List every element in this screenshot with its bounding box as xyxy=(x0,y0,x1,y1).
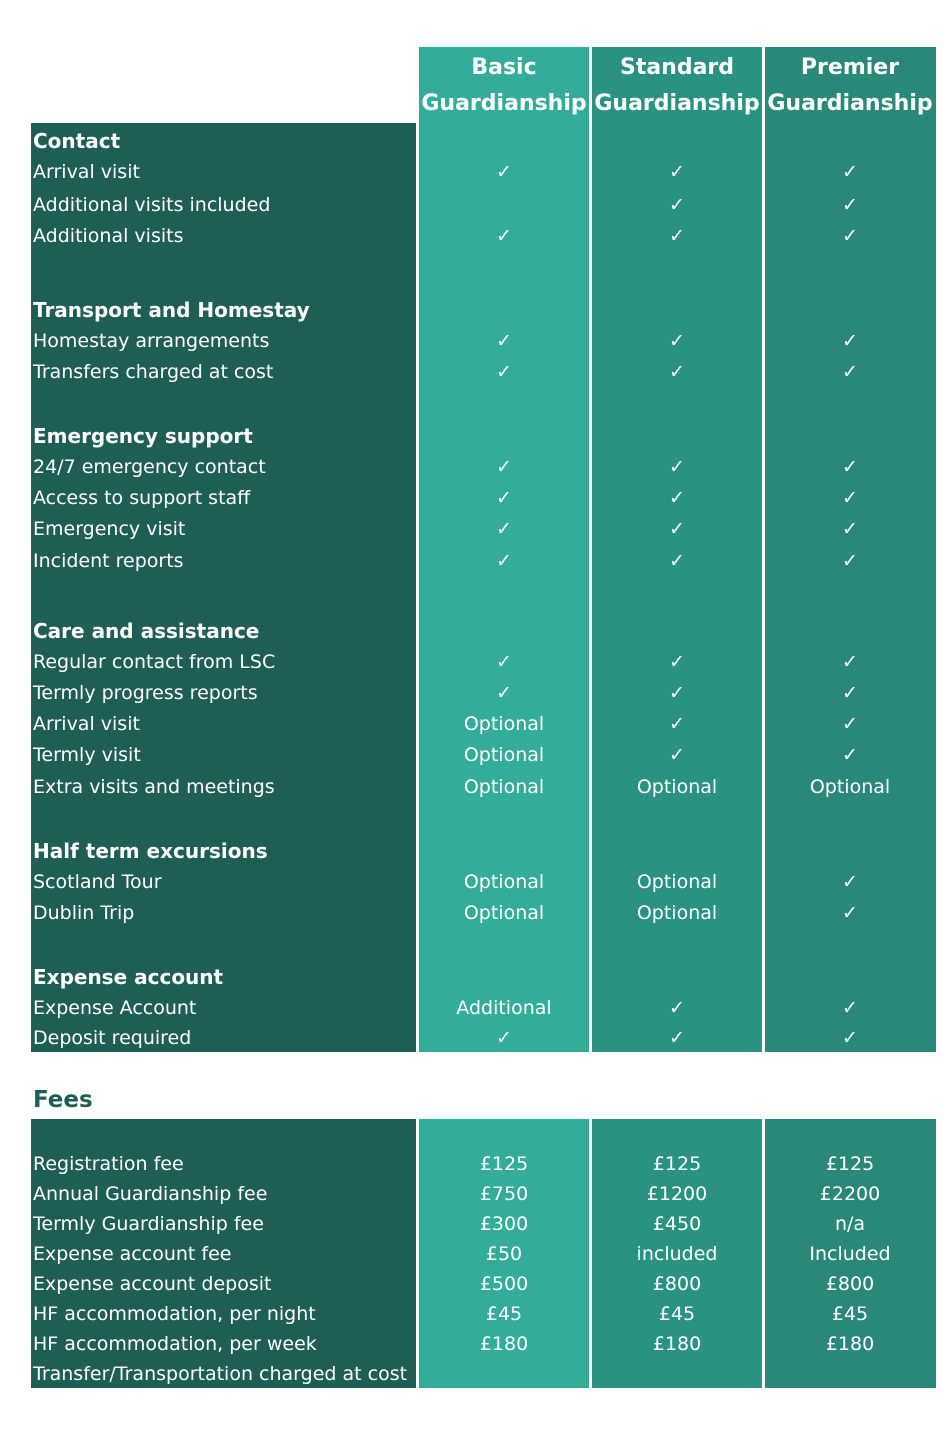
table-row xyxy=(0,357,943,387)
basic-value: ✓ xyxy=(496,487,512,509)
basic-value: ✓ xyxy=(496,456,512,478)
row-label: Access to support staff xyxy=(33,487,251,509)
table-row xyxy=(0,190,943,220)
basic-value: Optional xyxy=(463,713,545,735)
plan-type: Guardianship xyxy=(421,91,587,116)
section-title: Emergency support xyxy=(33,424,253,448)
premier-plan-header xyxy=(765,50,935,122)
table-row xyxy=(0,709,943,739)
standard-plan-header xyxy=(592,50,762,122)
basic-value: ✓ xyxy=(496,1027,512,1049)
basic-value: Optional xyxy=(463,776,545,798)
table-row xyxy=(0,1329,943,1359)
basic-value: ✓ xyxy=(496,682,512,704)
premier-value: ✓ xyxy=(842,997,858,1019)
table-row xyxy=(0,1299,943,1329)
standard-value: Optional xyxy=(636,871,718,893)
premier-value: £180 xyxy=(825,1333,875,1355)
premier-value: ✓ xyxy=(842,194,858,216)
premier-value: Optional xyxy=(809,776,891,798)
row-label: Transfer/Transportation charged at cost xyxy=(33,1363,408,1385)
table-row xyxy=(0,867,943,897)
premier-value: ✓ xyxy=(842,518,858,540)
basic-value: £300 xyxy=(479,1213,529,1235)
premier-value: ✓ xyxy=(842,361,858,383)
row-label: Regular contact from LSC xyxy=(33,651,276,673)
premier-value: £800 xyxy=(825,1273,875,1295)
section-heading xyxy=(0,962,943,992)
basic-plan-header xyxy=(419,50,589,122)
premier-value: ✓ xyxy=(842,550,858,572)
table-row xyxy=(0,1239,943,1269)
row-label: Expense account fee xyxy=(33,1243,232,1265)
standard-value: ✓ xyxy=(669,518,685,540)
row-label: Deposit required xyxy=(33,1027,192,1049)
table-row xyxy=(0,514,943,544)
premier-value: ✓ xyxy=(842,456,858,478)
premier-value: n/a xyxy=(834,1213,866,1235)
row-label: Arrival visit xyxy=(33,713,140,735)
table-row xyxy=(0,898,943,928)
row-label: Termly progress reports xyxy=(33,682,258,704)
basic-value: ✓ xyxy=(496,361,512,383)
table-row xyxy=(0,772,943,802)
plan-type: Guardianship xyxy=(767,91,933,116)
row-label: 24/7 emergency contact xyxy=(33,456,266,478)
row-label: HF accommodation, per night xyxy=(33,1303,316,1325)
premier-value: £2200 xyxy=(819,1183,881,1205)
table-row xyxy=(0,452,943,482)
premier-value: ✓ xyxy=(842,487,858,509)
basic-value: Additional xyxy=(456,997,552,1019)
premier-value: £45 xyxy=(831,1303,869,1325)
plan-type: Guardianship xyxy=(594,91,760,116)
row-label: Annual Guardianship fee xyxy=(33,1183,268,1205)
premier-value: ✓ xyxy=(842,744,858,766)
standard-value: ✓ xyxy=(669,997,685,1019)
row-label: Registration fee xyxy=(33,1153,184,1175)
row-label: Termly Guardianship fee xyxy=(33,1213,264,1235)
standard-value: ✓ xyxy=(669,456,685,478)
standard-value: ✓ xyxy=(669,744,685,766)
basic-value: Optional xyxy=(463,744,545,766)
basic-value: ✓ xyxy=(496,518,512,540)
row-label: Dublin Trip xyxy=(33,902,135,924)
table-row xyxy=(0,483,943,513)
standard-value: ✓ xyxy=(669,361,685,383)
premier-value: ✓ xyxy=(842,225,858,247)
basic-value: ✓ xyxy=(496,330,512,352)
row-label: Homestay arrangements xyxy=(33,330,270,352)
row-label: Extra visits and meetings xyxy=(33,776,275,798)
row-label: HF accommodation, per week xyxy=(33,1333,317,1355)
section-title: Care and assistance xyxy=(33,619,260,643)
premier-value: £125 xyxy=(825,1153,875,1175)
row-label: Scotland Tour xyxy=(33,871,162,893)
basic-value: ✓ xyxy=(496,651,512,673)
row-label: Additional visits xyxy=(33,225,184,247)
standard-value: included xyxy=(636,1243,718,1265)
section-title: Expense account xyxy=(33,965,224,989)
section-heading xyxy=(0,616,943,646)
section-title: Transport and Homestay xyxy=(33,298,310,322)
row-label: Transfers charged at cost xyxy=(33,361,274,383)
table-row xyxy=(0,1179,943,1209)
standard-value: Optional xyxy=(636,776,718,798)
table-row xyxy=(0,1209,943,1239)
plan-name: Standard xyxy=(619,55,735,80)
premier-value: ✓ xyxy=(842,1027,858,1049)
table-row xyxy=(0,678,943,708)
basic-value: £750 xyxy=(479,1183,529,1205)
premier-value: ✓ xyxy=(842,902,858,924)
table-row xyxy=(0,326,943,356)
section-heading xyxy=(0,126,943,156)
row-label: Incident reports xyxy=(33,550,184,572)
plan-name: Basic xyxy=(471,55,537,80)
table-row xyxy=(0,1023,943,1053)
table-row xyxy=(0,221,943,251)
standard-value: £450 xyxy=(652,1213,702,1235)
standard-value: £45 xyxy=(658,1303,696,1325)
standard-value: £125 xyxy=(652,1153,702,1175)
standard-value: ✓ xyxy=(669,651,685,673)
premier-value: ✓ xyxy=(842,330,858,352)
premier-value: ✓ xyxy=(842,713,858,735)
standard-value: ✓ xyxy=(669,682,685,704)
basic-value: £50 xyxy=(485,1243,523,1265)
premier-value: ✓ xyxy=(842,651,858,673)
standard-value: Optional xyxy=(636,902,718,924)
row-label: Arrival visit xyxy=(33,161,140,183)
standard-value: ✓ xyxy=(669,194,685,216)
basic-value: ✓ xyxy=(496,550,512,572)
row-label: Emergency visit xyxy=(33,518,186,540)
table-row xyxy=(0,1149,943,1179)
standard-value: £180 xyxy=(652,1333,702,1355)
basic-value: £180 xyxy=(479,1333,529,1355)
section-heading xyxy=(0,836,943,866)
standard-value: ✓ xyxy=(669,330,685,352)
premier-value: ✓ xyxy=(842,871,858,893)
row-label: Termly visit xyxy=(33,744,141,766)
table-row xyxy=(0,1269,943,1299)
table-row xyxy=(0,647,943,677)
row-label: Expense account deposit xyxy=(33,1273,272,1295)
standard-value: £800 xyxy=(652,1273,702,1295)
plan-name: Premier xyxy=(800,55,900,80)
standard-value: ✓ xyxy=(669,487,685,509)
section-title: Half term excursions xyxy=(33,839,268,863)
row-label: Additional visits included xyxy=(33,194,271,216)
premier-value: ✓ xyxy=(842,161,858,183)
standard-value: ✓ xyxy=(669,225,685,247)
basic-value: Optional xyxy=(463,871,545,893)
basic-value: Optional xyxy=(463,902,545,924)
basic-value: £500 xyxy=(479,1273,529,1295)
section-heading xyxy=(0,421,943,451)
basic-value: ✓ xyxy=(496,225,512,247)
table-row xyxy=(0,1359,943,1389)
table-row xyxy=(0,993,943,1023)
table-row xyxy=(0,157,943,187)
standard-value: £1200 xyxy=(646,1183,708,1205)
premier-value: Included xyxy=(809,1243,891,1265)
basic-value: £125 xyxy=(479,1153,529,1175)
basic-value: £45 xyxy=(485,1303,523,1325)
basic-value: ✓ xyxy=(496,161,512,183)
fees-title: Fees xyxy=(33,1087,93,1113)
section-title: Contact xyxy=(33,129,121,153)
standard-value: ✓ xyxy=(669,550,685,572)
table-row xyxy=(0,546,943,576)
premier-value: ✓ xyxy=(842,682,858,704)
standard-value: ✓ xyxy=(669,161,685,183)
section-heading xyxy=(0,295,943,325)
standard-value: ✓ xyxy=(669,1027,685,1049)
standard-value: ✓ xyxy=(669,713,685,735)
table-row xyxy=(0,740,943,770)
row-label: Expense Account xyxy=(33,997,197,1019)
